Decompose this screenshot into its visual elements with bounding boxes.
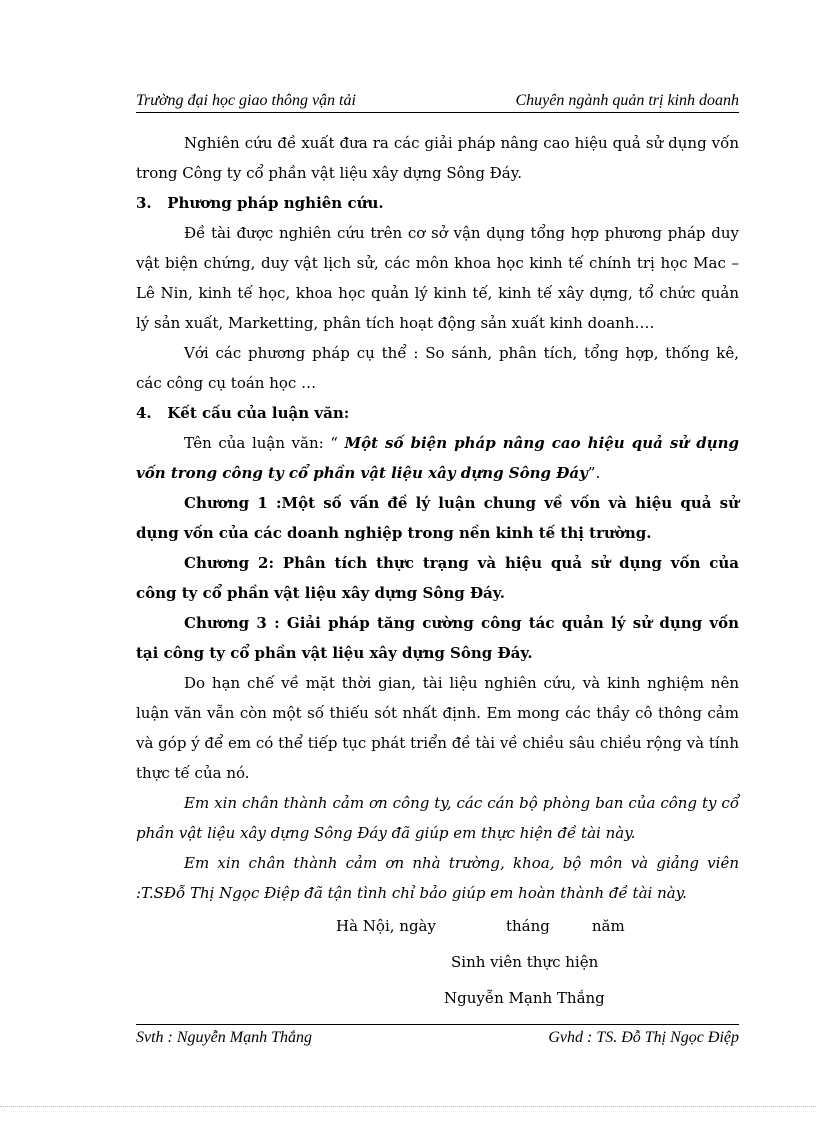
chapter-2: Chương 2: Phân tích thực trạng và hiệu quả sử dụng vốn của công ty cổ phần vật liệu xây dựng Sông Đáy.	[136, 554, 739, 602]
chapter-3: Chương 3 : Giải pháp tăng cường công tác quản lý sử dụng vốn tại công ty cổ phần vật liệu xây dựng Sông Đáy.	[136, 614, 739, 662]
header-major: Chuyên ngành quản trị kinh doanh	[515, 92, 739, 109]
signature-role: Sinh viên thực hiện	[451, 953, 599, 971]
section-4-number: 4.	[136, 404, 152, 422]
signature-year: năm	[591, 917, 625, 935]
header-school: Trường đại học giao thông vận tải	[136, 92, 356, 109]
thanks-company: Em xin chân thành cảm ơn công ty, các cán bộ phòng ban của công ty cổ phần vật liệu xây dựng Sông Đáy đã giúp em thực hiện đề tài này.	[136, 794, 739, 842]
thesis-title-suffix: ”.	[587, 464, 601, 482]
signature-place-date: Hà Nội, ngày	[336, 917, 436, 935]
method-paragraph-1: Đề tài được nghiên cứu trên cơ sở vận dụng tổng hợp phương pháp duy vật biện chứng, duy vật lịch sử, các môn khoa học kinh tế chính trị học Mac – Lê Nin, kinh tế học, khoa học quản lý kinh tế, kinh tế xây dựng, tổ chức quản lý sản xuất, Marketting, phân tích hoạt động sản xuất kinh doanh….	[136, 224, 739, 332]
page-footer	[136, 1024, 739, 1047]
thesis-title-paragraph	[136, 428, 739, 488]
footer-supervisor: Gvhd : TS. Đỗ Thị Ngọc Điệp	[548, 1029, 739, 1046]
section-4-title: Kết cấu của luận văn:	[167, 404, 350, 422]
signature-date-line	[136, 908, 739, 944]
signature-month: tháng	[505, 917, 550, 935]
footer-student: Svth : Nguyễn Mạnh Thắng	[136, 1029, 312, 1046]
thanks-school: Em xin chân thành cảm ơn nhà trường, khoa, bộ môn và giảng viên :T.SĐỗ Thị Ngọc Điệp đã tận tình chỉ bảo giúp em hoàn thành đề tài này.	[136, 854, 739, 902]
thesis-title: Một số biện pháp nâng cao hiệu quả sử dụng vốn trong công ty cổ phần vật liệu xây dựng Sông Đáy	[136, 434, 740, 482]
intro-paragraph: Nghiên cứu đề xuất đưa ra các giải pháp nâng cao hiệu quả sử dụng vốn trong Công ty cổ phần vật liệu xây dựng Sông Đáy.	[136, 134, 739, 182]
thesis-title-prefix: Tên của luận văn: “	[184, 434, 345, 452]
signature-name: Nguyễn Mạnh Thắng	[444, 989, 605, 1007]
method-paragraph-2: Với các phương pháp cụ thể : So sánh, phân tích, tổng hợp, thống kê, các công cụ toán học …	[136, 344, 739, 392]
page-bottom-divider	[0, 1106, 816, 1107]
section-3-title: Phương pháp nghiên cứu.	[167, 194, 384, 212]
section-3-heading	[136, 188, 739, 218]
chapter-1: Chương 1 :Một số vấn đề lý luận chung về vốn và hiệu quả sử dụng vốn của các doanh nghiệp trong nền kinh tế thị trường.	[136, 494, 739, 542]
document-body	[136, 128, 739, 1016]
section-3-number: 3.	[136, 194, 152, 212]
limitations-paragraph: Do hạn chế về mặt thời gian, tài liệu nghiên cứu, và kinh nghiệm nên luận văn vẫn còn một số thiếu sót nhất định. Em mong các thầy cô thông cảm và góp ý để em có thể tiếp tục phát triển đề tài về chiều sâu chiều rộng và tính thực tế của nó.	[136, 674, 739, 782]
page-header	[136, 88, 739, 113]
section-4-heading	[136, 398, 739, 428]
